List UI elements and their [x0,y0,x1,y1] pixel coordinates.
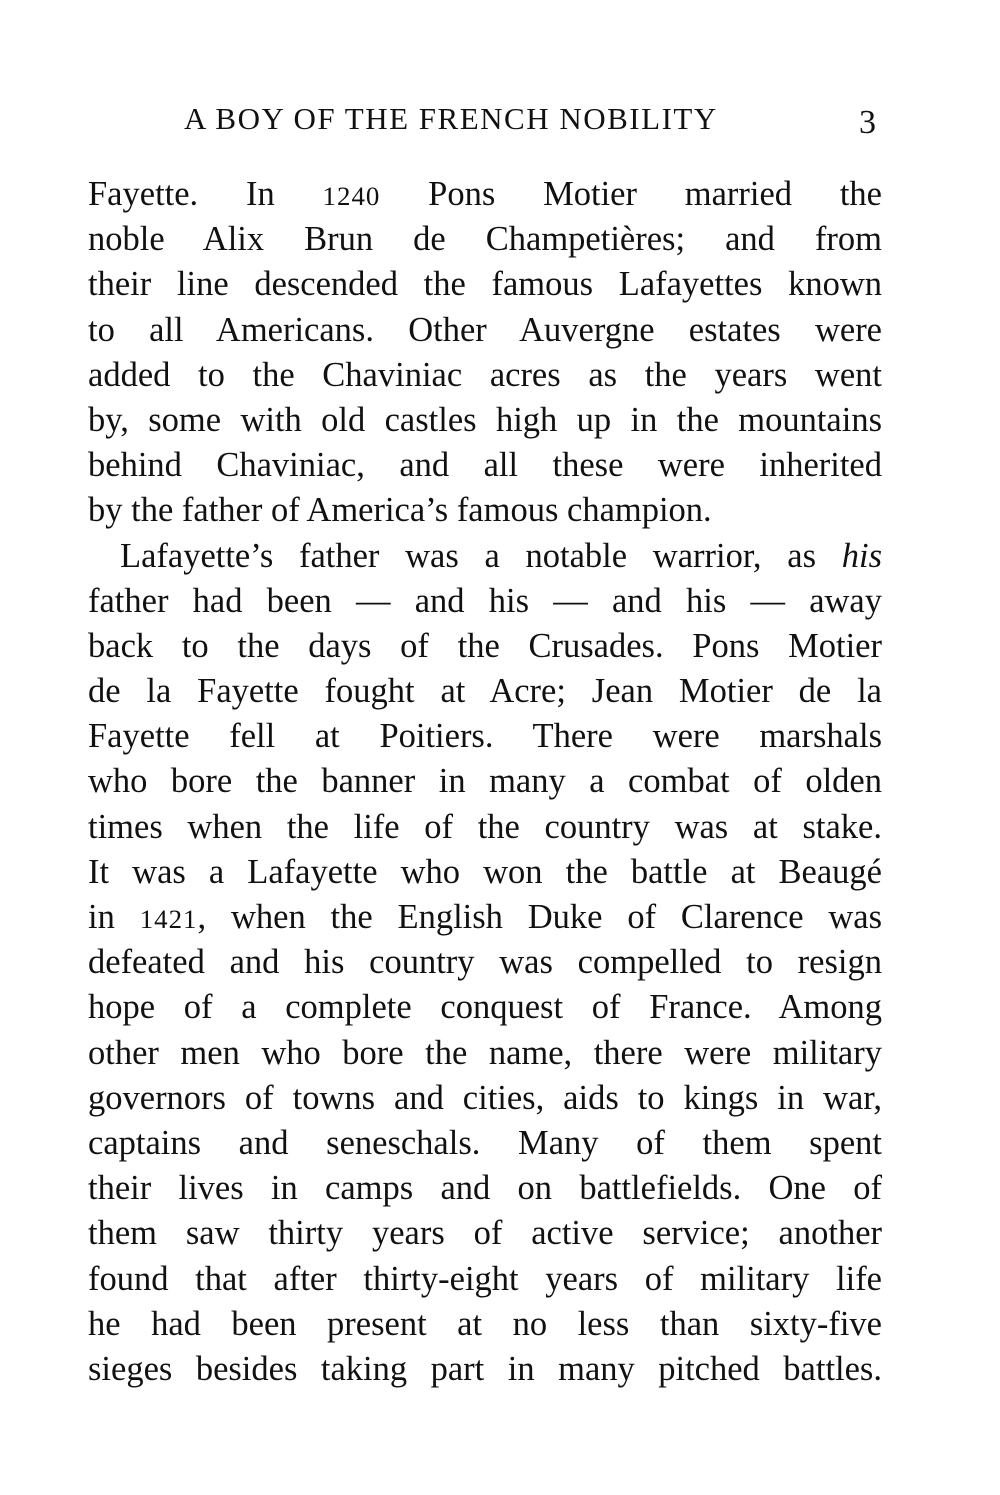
text-line: their lives in camps and on battlefields. One of [88,1169,882,1208]
text-line: by the father of America’s famous champion. [88,491,712,530]
text-line: who bore the banner in many a combat of olden [88,762,882,801]
running-head: A BOY OF THE FRENCH NOBILITY [184,101,718,136]
text-line: captains and seneschals. Many of them spent [88,1123,882,1162]
paragraph-2 [88,534,882,1393]
text-line: father had been — and his — and his — away [88,581,882,620]
text-line: It was a Lafayette who won the battle at Beaugé [88,852,882,891]
body-text [88,172,882,1392]
text-line: defeated and his country was compelled to resign [88,943,882,982]
page-header [88,96,882,146]
text-line: sieges besides taking part in many pitched battles. [88,1349,882,1388]
paragraph-1 [88,172,882,534]
text-line: behind Chaviniac, and all these were inherited [88,446,882,485]
text-line: Lafayette’s father was a notable warrior, as his [120,536,882,575]
text-line: noble Alix Brun de Champetières; and from [88,220,882,259]
text-line: added to the Chaviniac acres as the years went [88,355,882,394]
text-line: found that after thirty-eight years of military life [88,1259,882,1298]
text-line: hope of a complete conquest of France. Among [88,988,882,1027]
text-line: back to the days of the Crusades. Pons Motier [88,626,882,665]
year-number: 1240 [322,181,381,211]
year-number: 1421 [139,904,198,934]
text-line: he had been present at no less than sixty-five [88,1304,882,1343]
page-number: 3 [859,104,876,141]
text-line: times when the life of the country was at stake. [88,807,882,846]
text-line: other men who bore the name, there were military [88,1033,882,1072]
text-line: their line descended the famous Lafayettes known [88,265,882,304]
emphasis: his [841,536,882,575]
text-line: governors of towns and cities, aids to kings in war, [88,1078,882,1117]
text-line: de la Fayette fought at Acre; Jean Motier de la [88,672,882,711]
text-line: by, some with old castles high up in the mountains [88,400,882,439]
text-line: them saw thirty years of active service; another [88,1214,882,1253]
text-line: Fayette. In 1240 Pons Motier married the [88,175,882,213]
text-line: to all Americans. Other Auvergne estates were [88,310,882,349]
text-line: Fayette fell at Poitiers. There were marshals [88,717,882,756]
text-line: in 1421, when the English Duke of Clarence was [88,898,882,936]
